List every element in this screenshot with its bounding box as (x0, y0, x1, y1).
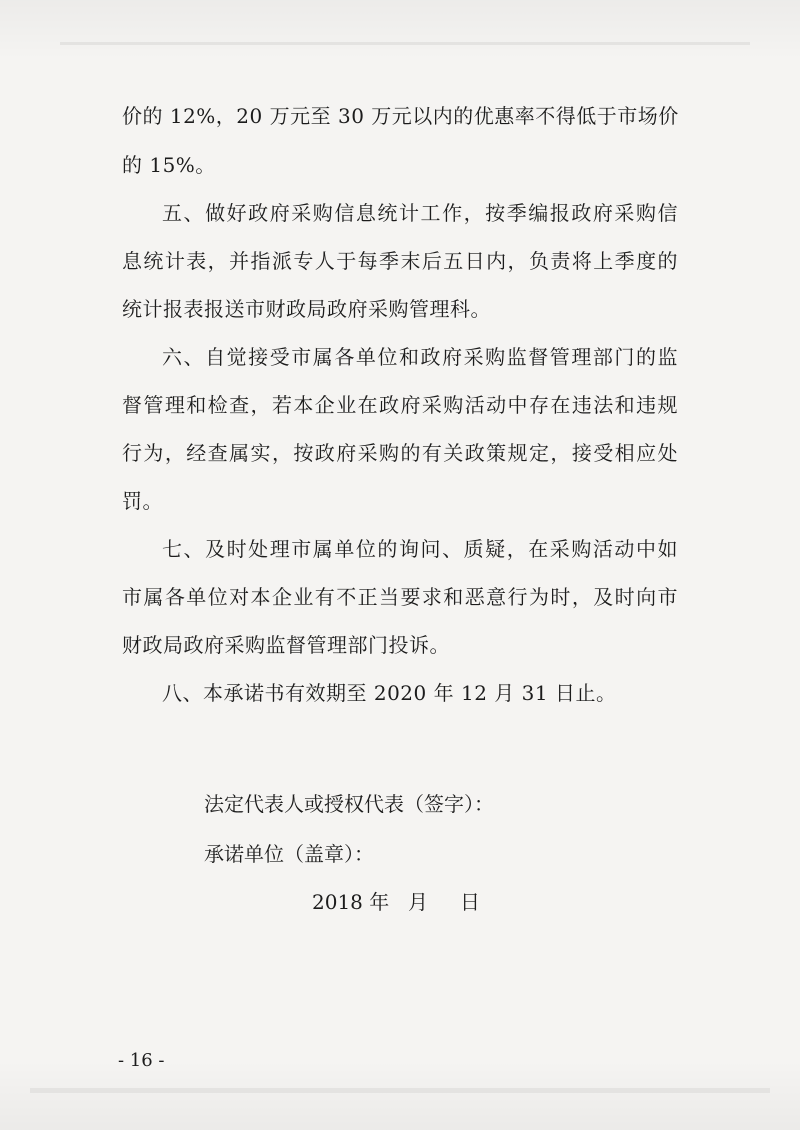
scan-artifact-top (60, 42, 750, 45)
body-line-11: 市属各单位对本企业有不正当要求和恶意行为时，及时向市 (122, 585, 678, 609)
body-line-5: 统计报表报送市财政局政府采购管理科。 (122, 297, 491, 321)
representative-signature-label: 法定代表人或授权代表（签字）： (204, 792, 494, 816)
body-line-12: 财政局政府采购监督管理部门投诉。 (122, 633, 450, 657)
body-line-3: 五、做好政府采购信息统计工作，按季编报政府采购信 (162, 201, 678, 225)
page-number: - 16 - (118, 1050, 165, 1071)
unit-seal-label: 承诺单位（盖章）： (204, 842, 374, 866)
scan-artifact-bottom (30, 1088, 770, 1093)
body-line-8: 行为，经查属实，按政府采购的有关政策规定，接受相应处 (122, 441, 678, 465)
body-line-13: 八、本承诺书有效期至 2020 年 12 月 31 日止。 (162, 681, 617, 705)
body-line-2: 的 15%。 (122, 153, 216, 177)
body-line-6: 六、自觉接受市属各单位和政府采购监督管理部门的监 (162, 345, 678, 369)
date-year: 2018 年 (312, 890, 390, 914)
date-month: 月 (408, 890, 428, 914)
date-day: 日 (460, 890, 480, 914)
body-line-10: 七、及时处理市属单位的询问、质疑，在采购活动中如 (162, 537, 678, 561)
body-line-9: 罚。 (122, 489, 163, 513)
body-line-7: 督管理和检查，若本企业在政府采购活动中存在违法和违规 (122, 393, 678, 417)
body-line-1: 价的 12%，20 万元至 30 万元以内的优惠率不得低于市场价 (122, 104, 679, 128)
body-line-4: 息统计表，并指派专人于每季末后五日内，负责将上季度的 (122, 249, 678, 273)
